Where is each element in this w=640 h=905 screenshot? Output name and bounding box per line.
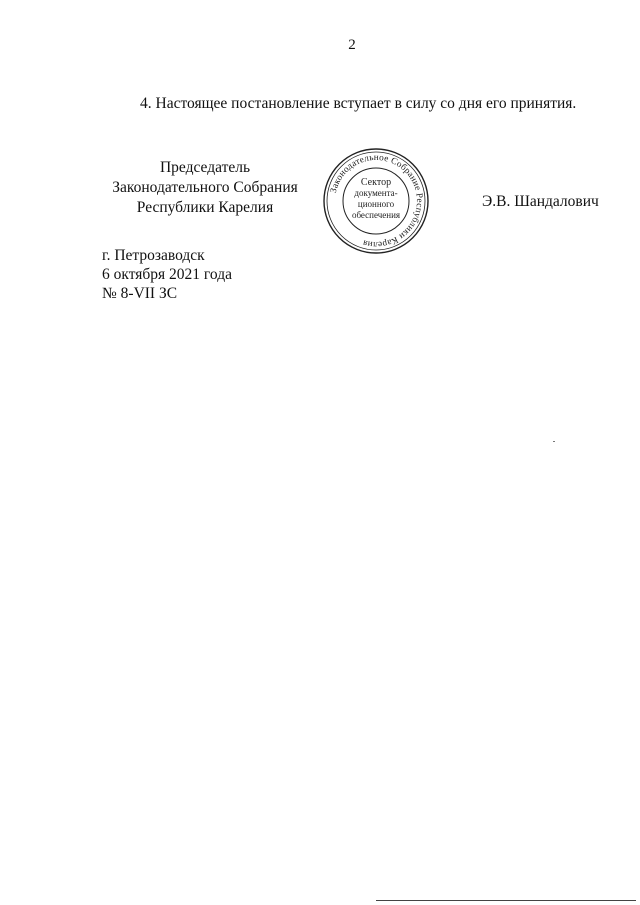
resolution-paragraph: 4. Настоящее постановление вступает в силу со дня его принятия. — [140, 95, 577, 112]
seal-center-line-2: документа- — [354, 188, 398, 198]
document-date: 6 октября 2021 года — [102, 266, 232, 283]
signer-title-line-1: Председатель — [159, 159, 251, 176]
seal-graphic — [316, 148, 436, 254]
signer-title — [95, 158, 315, 218]
scan-speck — [553, 441, 555, 442]
official-seal-stamp — [316, 148, 436, 254]
seal-center-line-4: обеспечения — [351, 210, 401, 220]
signer-title-line-3: Республики Карелия — [136, 199, 274, 216]
page-number: 2 — [348, 37, 356, 53]
place-date-number-block — [102, 246, 232, 303]
seal-center-line-1: Сектор — [360, 177, 392, 188]
signer-name: Э.В. Шандалович — [482, 193, 599, 210]
document-place: г. Петрозаводск — [102, 247, 205, 264]
seal-ring-text: Законодательное Собрание Республики Карелия — [327, 151, 426, 251]
seal-center-line-3: ционного — [357, 199, 395, 209]
bottom-rule — [376, 900, 636, 901]
document-number: № 8-VII ЗС — [102, 285, 178, 302]
signer-title-line-2: Законодательного Собрания — [112, 179, 298, 196]
